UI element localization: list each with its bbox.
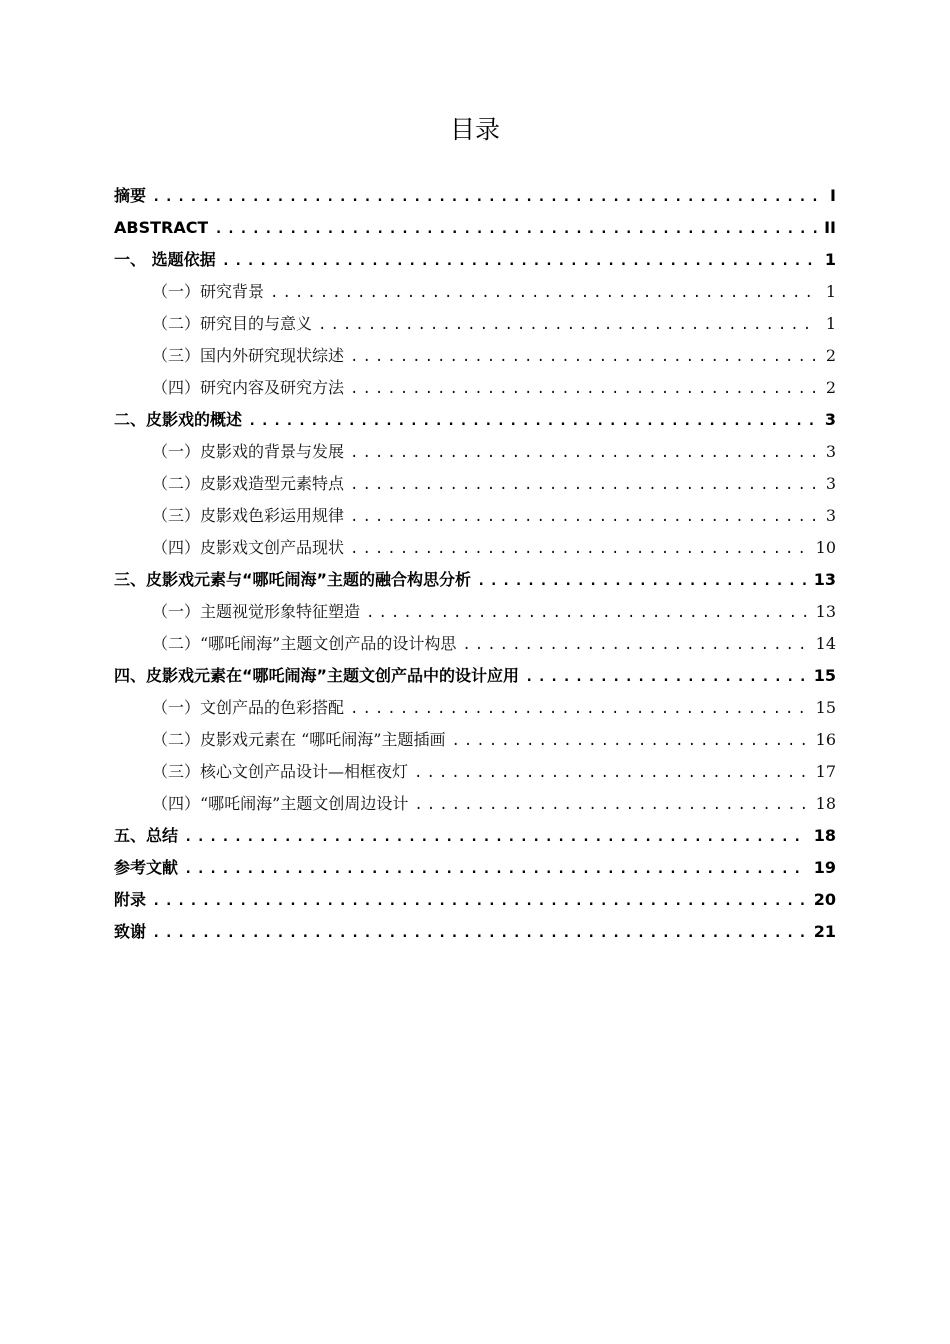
toc-entry-label: （一）皮影戏的背景与发展 [152, 442, 345, 461]
toc-page-number: 3 [825, 474, 836, 493]
toc-page-number: 21 [813, 922, 836, 941]
toc-entry-chapter[interactable] [114, 564, 836, 596]
toc-entry-section[interactable] [114, 724, 836, 756]
toc-entry-label: 五、总结 [114, 826, 179, 845]
toc-entry-chapter[interactable] [114, 212, 836, 244]
toc-entry-chapter[interactable] [114, 244, 836, 276]
toc-entry-label: （四）皮影戏文创产品现状 [152, 538, 345, 557]
toc-page-number: 13 [813, 570, 836, 589]
toc-entry-label: 二、皮影戏的概述 [114, 410, 243, 429]
toc-page-number: I [830, 186, 836, 205]
toc-entry-label: （三）皮影戏色彩运用规律 [152, 506, 345, 525]
toc-entry-label: （四）“哪吒闹海”主题文创周边设计 [152, 794, 409, 813]
toc-page-number: 18 [813, 826, 836, 845]
toc-entry-section[interactable] [114, 756, 836, 788]
toc-dot-leader [451, 725, 809, 757]
toc-page-number: 14 [815, 634, 836, 653]
toc-entry-label: （一）研究背景 [152, 282, 265, 301]
toc-page-number: 13 [815, 602, 836, 621]
toc-entry-label: 摘要 [114, 186, 147, 205]
toc-dot-leader [270, 277, 818, 309]
toc-entry-label: （四）研究内容及研究方法 [152, 378, 345, 397]
toc-entry-section[interactable] [114, 436, 836, 468]
toc-entry-chapter[interactable] [114, 404, 836, 436]
toc-entry-label: （一）主题视觉形象特征塑造 [152, 602, 361, 621]
toc-dot-leader [366, 597, 810, 629]
toc-entry-label: （二）研究目的与意义 [152, 314, 313, 333]
toc-page-number: 1 [824, 250, 836, 269]
toc-entry-section[interactable] [114, 340, 836, 372]
toc-entry-label: （二）皮影戏元素在 “哪吒闹海”主题插画 [152, 730, 446, 749]
page-title: 目录 [449, 115, 500, 144]
toc-entry-chapter[interactable] [114, 180, 836, 212]
toc-dot-leader [350, 693, 810, 725]
toc-entry-label: （一）文创产品的色彩搭配 [152, 698, 345, 717]
toc-page-number: 19 [813, 858, 836, 877]
toc-entry-section[interactable] [114, 532, 836, 564]
toc-entry-chapter[interactable] [114, 916, 836, 948]
toc-dot-leader [414, 789, 809, 821]
toc-page-number: 20 [813, 890, 836, 909]
toc-dot-leader [214, 213, 818, 245]
toc-entry-label: （三）国内外研究现状综述 [152, 346, 345, 365]
toc-entry-section[interactable] [114, 308, 836, 340]
toc-entry-section[interactable] [114, 628, 836, 660]
toc-page-number: 18 [815, 794, 836, 813]
toc-entry-label: 附录 [114, 890, 147, 909]
toc-page-number: 1 [825, 282, 836, 301]
toc-entry-label: ABSTRACT [114, 218, 209, 237]
toc-page-number: 3 [825, 506, 836, 525]
toc-dot-leader [350, 341, 818, 373]
toc-entry-chapter[interactable] [114, 852, 836, 884]
toc-dot-leader [350, 533, 810, 565]
toc-page-number: 16 [815, 730, 836, 749]
toc-dot-leader [350, 373, 818, 405]
toc-dot-leader [350, 469, 818, 501]
toc-entry-section[interactable] [114, 596, 836, 628]
toc-page-number: 3 [824, 410, 836, 429]
table-of-contents [114, 180, 836, 948]
toc-entry-section[interactable] [114, 500, 836, 532]
toc-entry-chapter[interactable] [114, 884, 836, 916]
toc-dot-leader [184, 853, 808, 885]
toc-entry-section[interactable] [114, 372, 836, 404]
toc-dot-leader [184, 821, 808, 853]
toc-dot-leader [248, 405, 818, 437]
toc-dot-leader [350, 437, 818, 469]
toc-dot-leader [152, 917, 808, 949]
toc-dot-leader [152, 885, 808, 917]
toc-entry-section[interactable] [114, 276, 836, 308]
toc-entry-section[interactable] [114, 468, 836, 500]
toc-dot-leader [525, 661, 808, 693]
toc-entry-label: （三）核心文创产品设计—相框夜灯 [152, 762, 409, 781]
toc-page-number: 1 [825, 314, 836, 333]
toc-dot-leader [462, 629, 809, 661]
toc-page-number: 2 [825, 346, 836, 365]
toc-entry-label: （二）皮影戏造型元素特点 [152, 474, 345, 493]
toc-page-number: 17 [815, 762, 836, 781]
toc-entry-section[interactable] [114, 788, 836, 820]
toc-dot-leader [318, 309, 818, 341]
toc-dot-leader [477, 565, 808, 597]
toc-page-number: 2 [825, 378, 836, 397]
toc-entry-label: 四、皮影戏元素在“哪吒闹海”主题文创产品中的设计应用 [114, 666, 520, 685]
toc-dot-leader [152, 181, 818, 213]
toc-entry-chapter[interactable] [114, 820, 836, 852]
toc-page-number: 10 [815, 538, 836, 557]
toc-dot-leader [222, 245, 818, 277]
toc-entry-label: 参考文献 [114, 858, 179, 877]
toc-page-number: 3 [825, 442, 836, 461]
toc-page-number: 15 [815, 698, 836, 717]
toc-page-number: 15 [813, 666, 836, 685]
toc-page-number: II [824, 218, 836, 237]
toc-entry-label: 致谢 [114, 922, 147, 941]
toc-entry-label: 一、 选题依据 [114, 250, 216, 269]
toc-entry-section[interactable] [114, 692, 836, 724]
toc-entry-chapter[interactable] [114, 660, 836, 692]
toc-entry-label: 三、皮影戏元素与“哪吒闹海”主题的融合构思分析 [114, 570, 472, 589]
toc-dot-leader [350, 501, 818, 533]
toc-dot-leader [414, 757, 810, 789]
toc-entry-label: （二）“哪吒闹海”主题文创产品的设计构思 [152, 634, 457, 653]
